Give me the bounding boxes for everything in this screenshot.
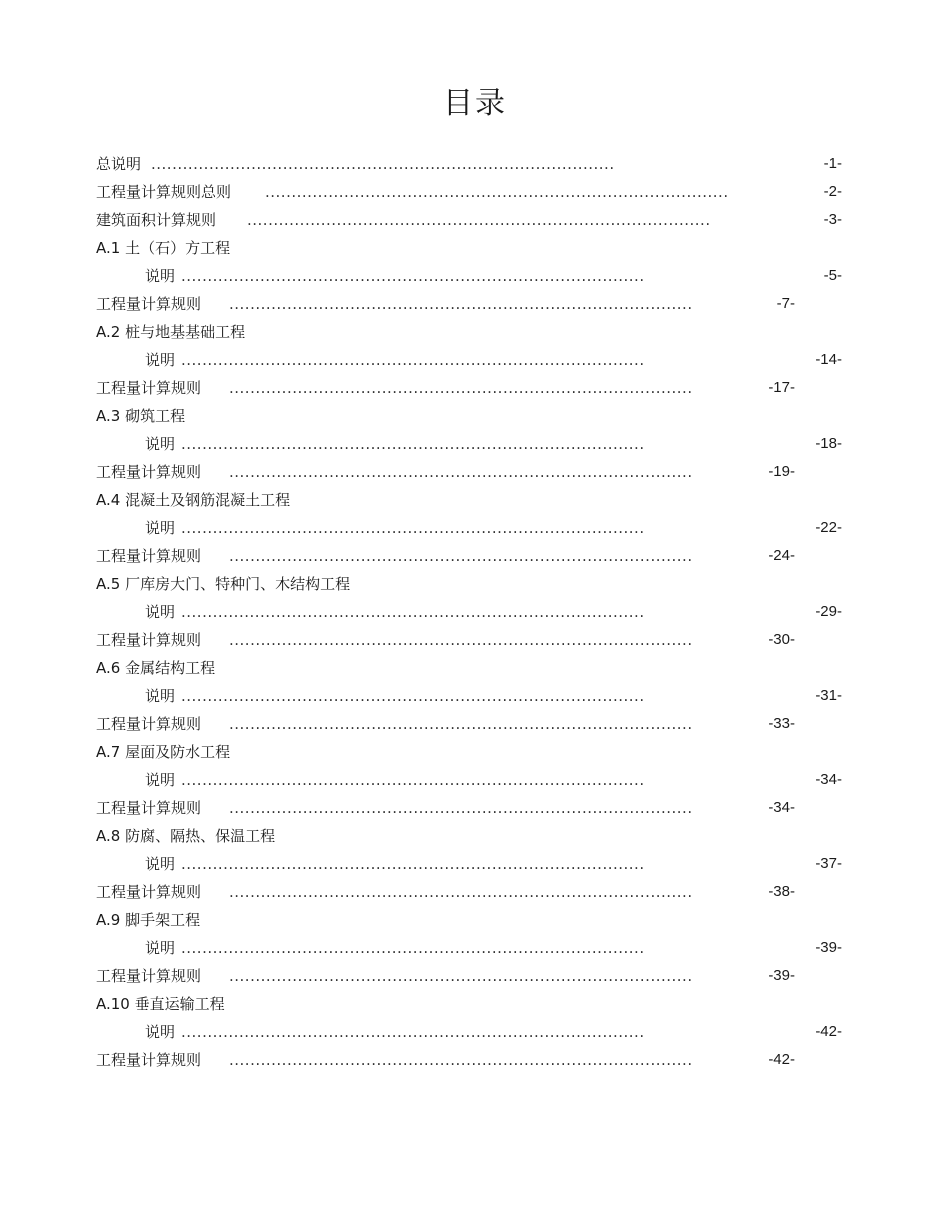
toc-entry[interactable] [0,1046,950,1074]
toc-section-label: A.4 混凝土及钢筋混凝土工程 [96,491,291,509]
toc-page-number: -7- [776,295,795,312]
toc-entry-label: 工程量计算规则 [96,799,202,817]
toc-entry[interactable] [0,710,950,738]
page-title: 目录 [443,86,507,121]
toc-entry-label: 说明 [145,1023,176,1041]
toc-page-number: -31- [815,687,842,704]
toc-leader-dots: ........................................................................................ [229,295,693,313]
toc-entry[interactable] [0,458,950,486]
toc-entry[interactable] [0,682,950,710]
toc-entry-label: 说明 [145,267,176,285]
toc-entry[interactable] [0,850,950,878]
toc-page-number: -17- [768,379,795,396]
toc-section-heading[interactable] [0,402,950,430]
toc-entry-label: 工程量计算规则 [96,1051,202,1069]
toc-leader-dots: ........................................................................................ [181,519,645,537]
toc-page-number: -33- [768,715,795,732]
toc-entry-label: 说明 [145,855,176,873]
toc-entry-label: 说明 [145,603,176,621]
toc-section-heading[interactable] [0,570,950,598]
toc-entry-label: 工程量计算规则 [96,295,202,313]
toc-entry[interactable] [0,374,950,402]
toc-entry[interactable] [0,150,950,178]
toc-leader-dots: ........................................................................................ [181,687,645,705]
toc-entry[interactable] [0,934,950,962]
toc-entry-label: 工程量计算规则 [96,547,202,565]
toc-page-number: -42- [815,1023,842,1040]
toc-entry[interactable] [0,794,950,822]
toc-entry[interactable] [0,542,950,570]
toc-leader-dots: ........................................................................................ [229,799,693,817]
toc-page-number: -34- [768,799,795,816]
toc-page-number: -1- [823,155,842,172]
toc-leader-dots: ........................................................................................ [181,1023,645,1041]
toc-entry-label: 工程量计算规则总则 [96,183,232,201]
toc-section-label: A.10 垂直运输工程 [96,995,225,1013]
toc-leader-dots: ........................................................................................ [229,1051,693,1069]
toc-entry[interactable] [0,1018,950,1046]
toc-section-heading[interactable] [0,738,950,766]
toc-page-number: -34- [815,771,842,788]
toc-leader-dots: ........................................................................................ [229,379,693,397]
toc-page-number: -30- [768,631,795,648]
toc-entry[interactable] [0,878,950,906]
toc-leader-dots: ........................................................................................ [181,435,645,453]
toc-leader-dots: ........................................................................................ [247,211,711,229]
toc-entry-label: 工程量计算规则 [96,883,202,901]
toc-leader-dots: ........................................................................................ [181,771,645,789]
toc-page-number: -18- [815,435,842,452]
toc-leader-dots: ........................................................................................ [265,183,729,201]
toc-entry[interactable] [0,262,950,290]
toc-page-number: -24- [768,547,795,564]
toc-entry-label: 说明 [145,771,176,789]
toc-page-number: -29- [815,603,842,620]
toc-entry-label: 工程量计算规则 [96,715,202,733]
toc-entry-label: 说明 [145,435,176,453]
toc-page-number: -5- [823,267,842,284]
toc-page-number: -38- [768,883,795,900]
toc-leader-dots: ........................................................................................ [181,351,645,369]
toc-entry[interactable] [0,598,950,626]
toc-section-heading[interactable] [0,234,950,262]
toc-section-heading[interactable] [0,906,950,934]
toc-section-heading[interactable] [0,318,950,346]
toc-entry-label: 说明 [145,519,176,537]
toc-section-label: A.3 砌筑工程 [96,407,186,425]
toc-entry[interactable] [0,346,950,374]
toc-section-heading[interactable] [0,654,950,682]
toc-section-label: A.9 脚手架工程 [96,911,201,929]
toc-entry-label: 工程量计算规则 [96,463,202,481]
toc-entry-label: 工程量计算规则 [96,379,202,397]
toc-entry-label: 工程量计算规则 [96,631,202,649]
toc-page-number: -39- [768,967,795,984]
toc-section-heading[interactable] [0,990,950,1018]
toc-leader-dots: ........................................................................................ [229,715,693,733]
toc-leader-dots: ........................................................................................ [229,883,693,901]
toc-page-number: -22- [815,519,842,536]
toc-entry[interactable] [0,626,950,654]
toc-entry[interactable] [0,430,950,458]
toc-page-number: -39- [815,939,842,956]
toc-section-label: A.6 金属结构工程 [96,659,216,677]
toc-entry-label: 工程量计算规则 [96,967,202,985]
toc-section-heading[interactable] [0,822,950,850]
toc-page-number: -2- [823,183,842,200]
toc-entry[interactable] [0,206,950,234]
toc-entry-label: 总说明 [96,155,142,173]
toc-entry-label: 说明 [145,351,176,369]
toc-page-number: -14- [815,351,842,368]
toc-leader-dots: ........................................................................................ [181,855,645,873]
toc-entry[interactable] [0,766,950,794]
toc-leader-dots: ........................................................................................ [229,631,693,649]
toc-leader-dots: ........................................................................................ [181,267,645,285]
toc-entry[interactable] [0,514,950,542]
toc-leader-dots: ........................................................................................ [229,547,693,565]
toc-leader-dots: ........................................................................................ [151,155,615,173]
toc-entry-label: 说明 [145,687,176,705]
toc-leader-dots: ........................................................................................ [181,939,645,957]
toc-leader-dots: ........................................................................................ [229,463,693,481]
toc-leader-dots: ........................................................................................ [181,603,645,621]
toc-entry-label: 建筑面积计算规则 [96,211,217,229]
toc-section-label: A.7 屋面及防水工程 [96,743,231,761]
toc-section-heading[interactable] [0,486,950,514]
toc-entry[interactable] [0,962,950,990]
toc-section-label: A.1 土（石）方工程 [96,239,231,257]
toc-entry-label: 说明 [145,939,176,957]
toc-leader-dots: ........................................................................................ [229,967,693,985]
toc-entry[interactable] [0,178,950,206]
toc-section-label: A.5 厂库房大门、特种门、木结构工程 [96,575,351,593]
toc-page-number: -3- [823,211,842,228]
toc-section-label: A.8 防腐、隔热、保温工程 [96,827,276,845]
toc-section-label: A.2 桩与地基基础工程 [96,323,246,341]
toc-page-number: -37- [815,855,842,872]
toc-page-number: -42- [768,1051,795,1068]
toc-page-number: -19- [768,463,795,480]
toc-entry[interactable] [0,290,950,318]
